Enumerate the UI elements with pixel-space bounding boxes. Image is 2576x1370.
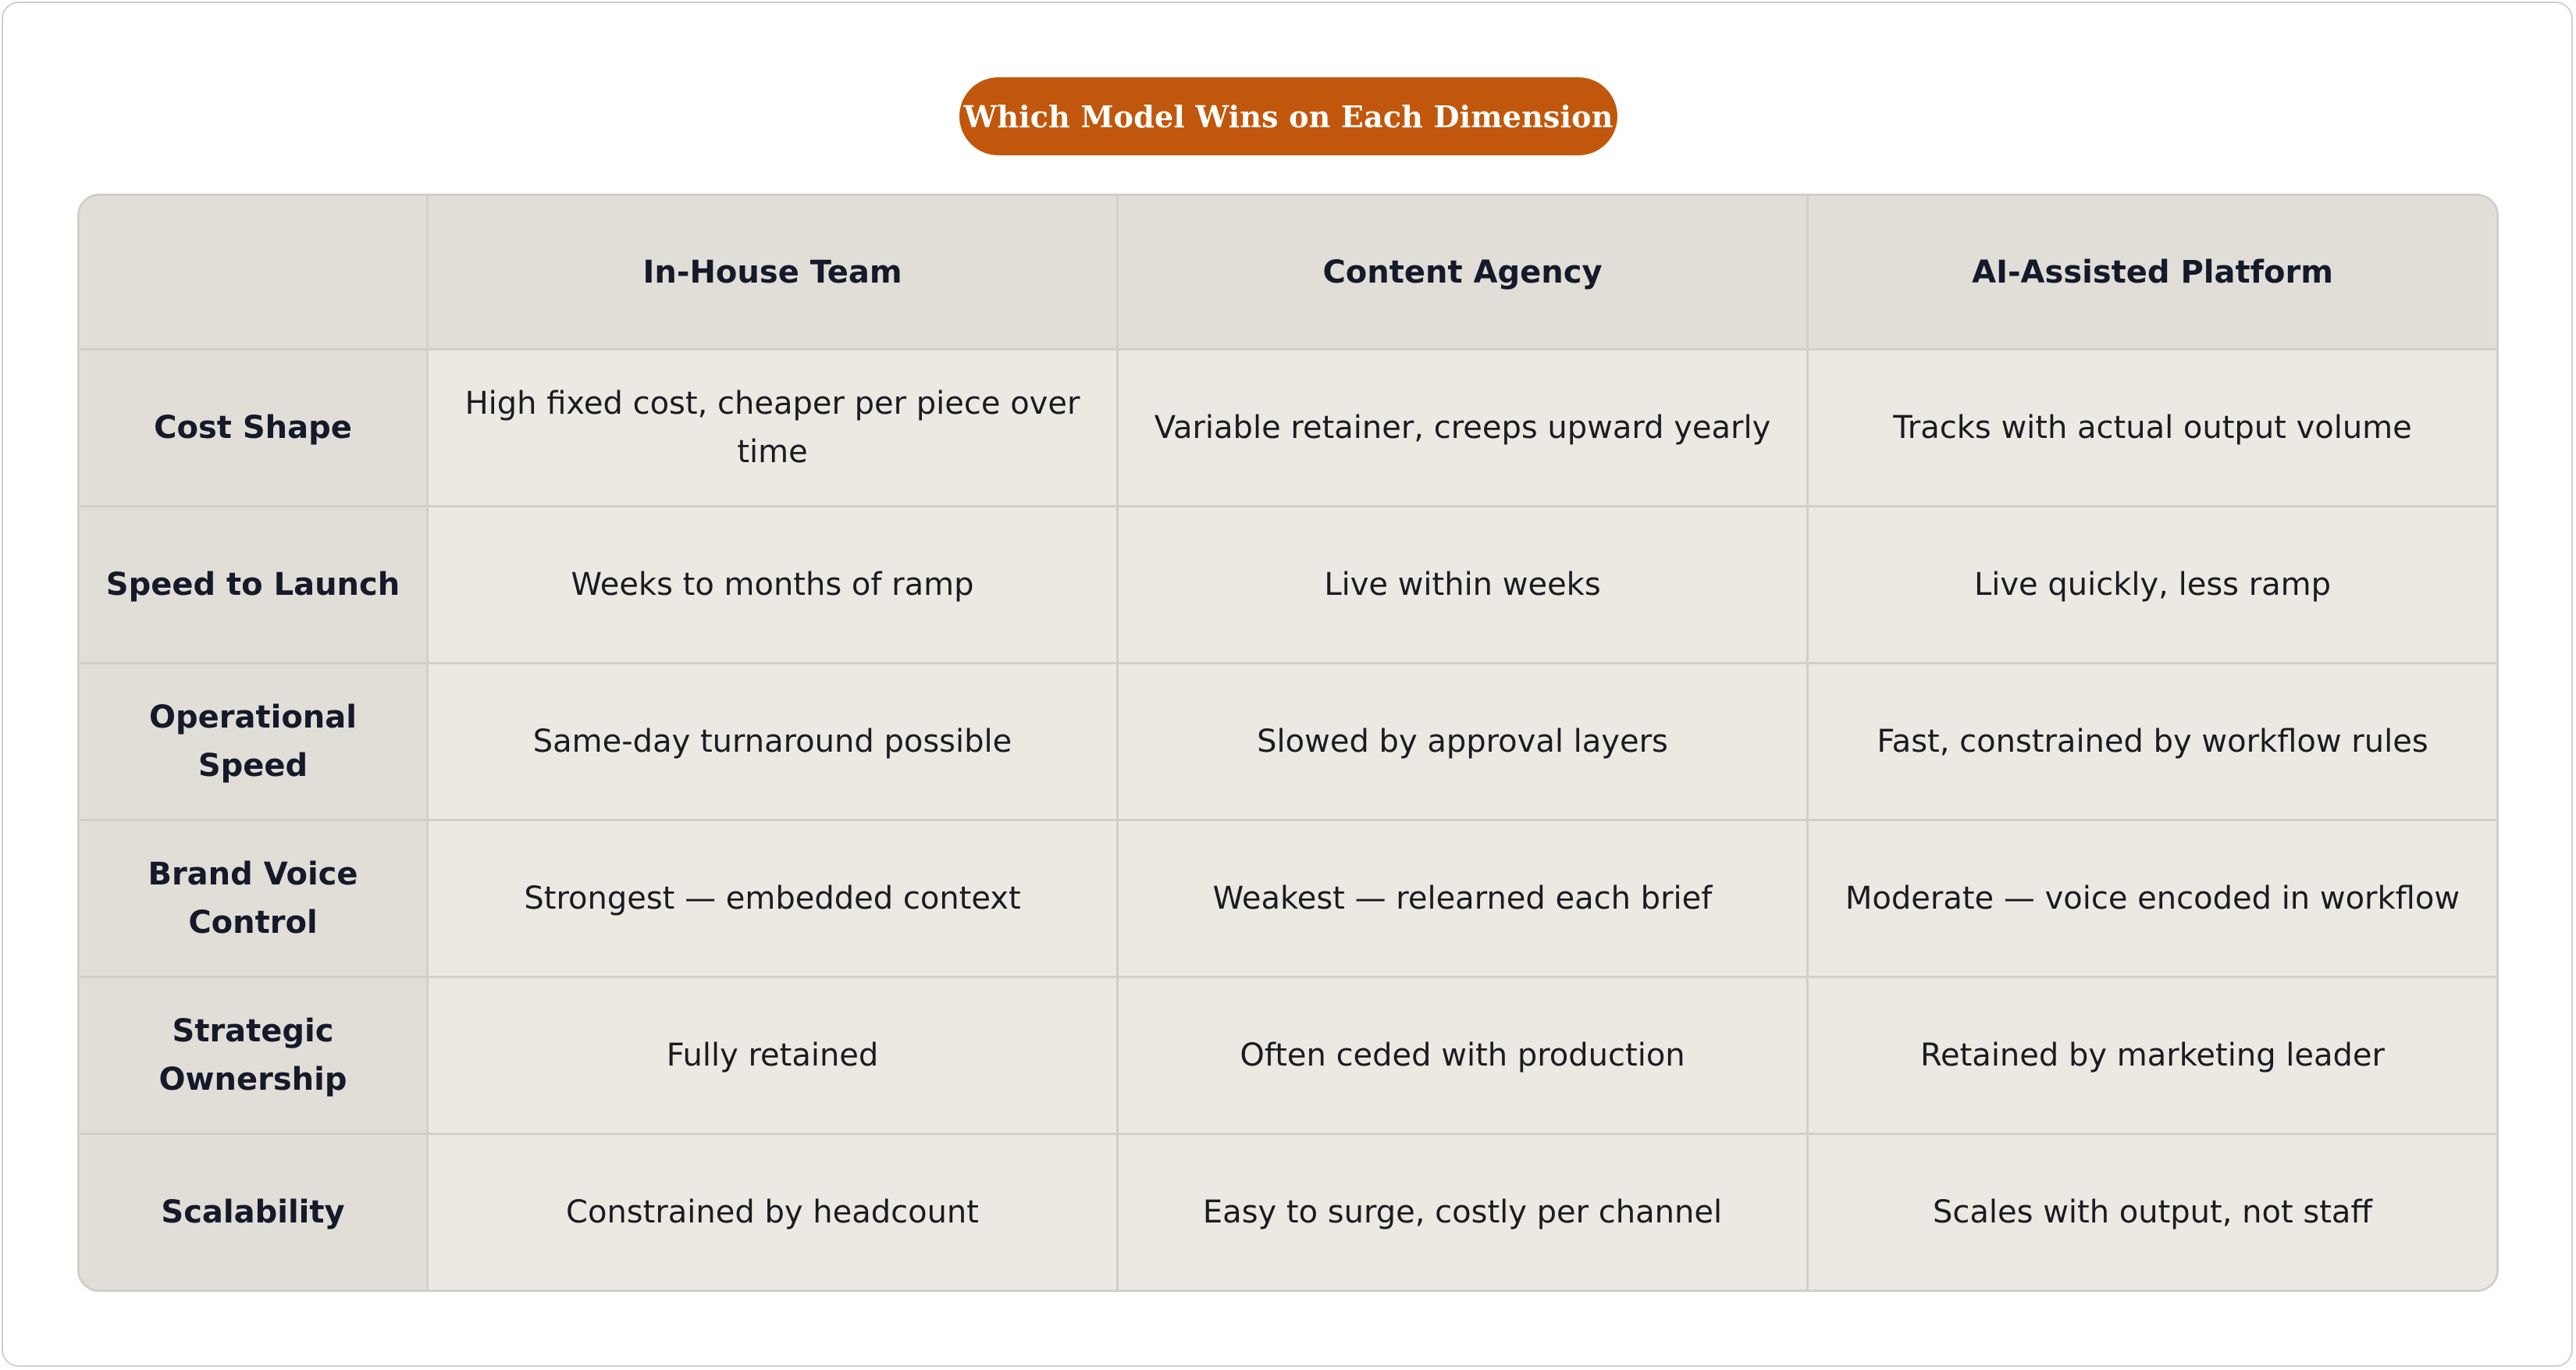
header-corner bbox=[80, 196, 429, 351]
table-cell: Live within weeks bbox=[1119, 507, 1809, 664]
table-cell: Slowed by approval layers bbox=[1119, 664, 1809, 821]
row-header-scalability: Scalability bbox=[80, 1135, 429, 1290]
row-header-speed-to-launch: Speed to Launch bbox=[80, 507, 429, 664]
table-cell: Live quickly, less ramp bbox=[1809, 507, 2496, 664]
table-cell: High fixed cost, cheaper per piece over time bbox=[429, 351, 1119, 507]
comparison-table bbox=[77, 194, 2499, 1292]
column-header-in-house: In-House Team bbox=[429, 196, 1119, 351]
row-header-strategic-ownership: Strategic Ownership bbox=[80, 978, 429, 1135]
table-cell: Fast, constrained by workflow rules bbox=[1809, 664, 2496, 821]
table-cell: Scales with output, not staff bbox=[1809, 1135, 2496, 1290]
column-header-agency: Content Agency bbox=[1119, 196, 1809, 351]
table-cell: Weeks to months of ramp bbox=[429, 507, 1119, 664]
table-cell: Tracks with actual output volume bbox=[1809, 351, 2496, 507]
table-cell: Same-day turnaround possible bbox=[429, 664, 1119, 821]
table-cell: Often ceded with production bbox=[1119, 978, 1809, 1135]
table-cell: Retained by marketing leader bbox=[1809, 978, 2496, 1135]
table-cell: Easy to surge, costly per channel bbox=[1119, 1135, 1809, 1290]
table-cell: Fully retained bbox=[429, 978, 1119, 1135]
table-cell: Constrained by headcount bbox=[429, 1135, 1119, 1290]
table-cell: Strongest — embedded context bbox=[429, 821, 1119, 978]
table-cell: Variable retainer, creeps upward yearly bbox=[1119, 351, 1809, 507]
title-pill: Which Model Wins on Each Dimension bbox=[959, 77, 1617, 155]
row-header-brand-voice: Brand Voice Control bbox=[80, 821, 429, 978]
table-cell: Moderate — voice encoded in workflow bbox=[1809, 821, 2496, 978]
column-header-ai-platform: AI-Assisted Platform bbox=[1809, 196, 2496, 351]
table-cell: Weakest — relearned each brief bbox=[1119, 821, 1809, 978]
row-header-operational-speed: Operational Speed bbox=[80, 664, 429, 821]
row-header-cost-shape: Cost Shape bbox=[80, 351, 429, 507]
